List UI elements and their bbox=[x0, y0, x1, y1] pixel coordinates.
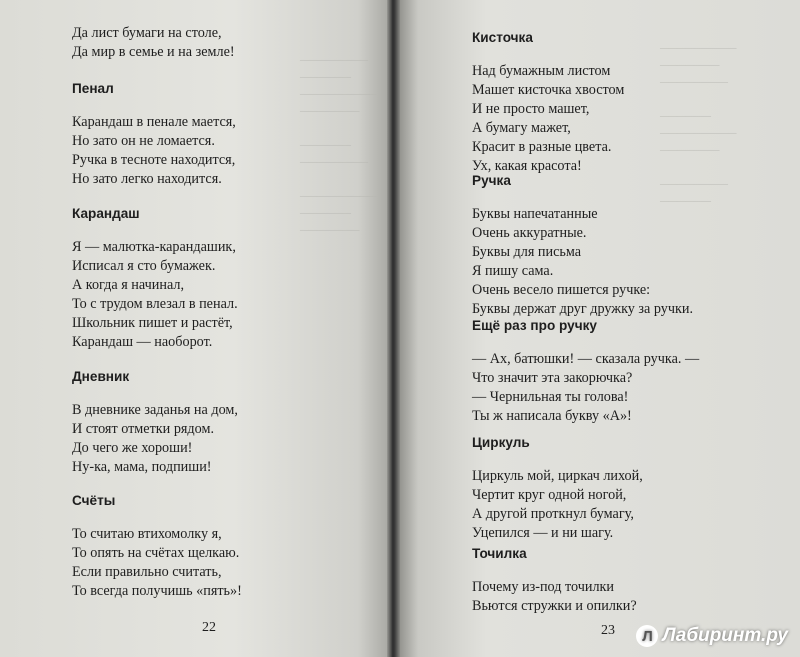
poem-line: Очень аккуратные. bbox=[472, 225, 587, 241]
poem-line: Буквы напечатанные bbox=[472, 206, 598, 222]
poem-title: Пенал bbox=[72, 81, 114, 96]
poem-line: Школьник пишет и растёт, bbox=[72, 315, 233, 331]
show-through-right: ───────── ─────── ──────── ────── ───────── ─────── ──────── ────── bbox=[660, 41, 737, 208]
poem-line: Буквы для письма bbox=[472, 244, 582, 260]
opening-stanza bbox=[72, 24, 235, 62]
poem-line: Я — малютка-карандашик, bbox=[72, 239, 236, 255]
poem-title: Ручка bbox=[472, 173, 511, 188]
poem-title: Ещё раз про ручку bbox=[472, 318, 597, 333]
labirint-logo-icon: Л bbox=[636, 625, 658, 647]
poem-kistochka bbox=[472, 28, 624, 176]
poem-line: И не просто машет, bbox=[472, 101, 590, 117]
poem-line: Если правильно считать, bbox=[72, 564, 222, 580]
poem-line: А бумагу мажет, bbox=[472, 120, 571, 136]
poem-line: — Ах, батюшки! — сказала ручка. — bbox=[472, 351, 700, 367]
book-gutter bbox=[387, 0, 400, 657]
poem-line: Но зато он не ломается. bbox=[72, 133, 215, 149]
poem-line: Ты ж написала букву «А»! bbox=[472, 408, 632, 424]
poem-line: Карандаш в пенале мается, bbox=[72, 114, 236, 130]
watermark-text: Лабиринт.ру bbox=[662, 625, 788, 646]
poem-title: Циркуль bbox=[472, 435, 530, 450]
poem-line: А когда я начинал, bbox=[72, 277, 184, 293]
poem-line: Буквы держат друг дружку за ручки. bbox=[472, 301, 694, 317]
poem-title: Кисточка bbox=[472, 30, 533, 45]
poem-line: Да лист бумаги на столе, bbox=[72, 25, 222, 41]
poem-line: И стоят отметки рядом. bbox=[72, 421, 214, 437]
page-number-right: 23 bbox=[601, 623, 615, 638]
poem-line: Над бумажным листом bbox=[472, 63, 611, 79]
poem-line: То считаю втихомолку я, bbox=[72, 526, 222, 542]
poem-line: Да мир в семье и на земле! bbox=[72, 44, 235, 60]
watermark-logo bbox=[636, 625, 788, 647]
poem-line: Ух, какая красота! bbox=[472, 158, 582, 174]
poem-line: То опять на счётах щелкаю. bbox=[72, 545, 240, 561]
poem-line: Что значит эта закорючка? bbox=[472, 370, 633, 386]
poem-schyoty bbox=[72, 491, 242, 601]
poem-ruchka bbox=[472, 171, 693, 319]
poem-title: Карандаш bbox=[72, 206, 140, 221]
poem-title: Счёты bbox=[72, 493, 116, 508]
poem-line: Машет кисточка хвостом bbox=[472, 82, 625, 98]
poem-line: До чего же хороши! bbox=[72, 440, 193, 456]
poem-line: В дневнике заданья на дом, bbox=[72, 402, 238, 418]
poem-line: Вьются стружки и опилки? bbox=[472, 598, 637, 614]
poem-line: То всегда получишь «пять»! bbox=[72, 583, 242, 599]
poem-line: Ну-ка, мама, подпиши! bbox=[72, 459, 212, 475]
poem-title: Точилка bbox=[472, 546, 527, 561]
poem-line: Карандаш — наоборот. bbox=[72, 334, 213, 350]
poem-line: Красит в разные цвета. bbox=[472, 139, 612, 155]
poem-title: Дневник bbox=[72, 369, 130, 384]
poem-line: Почему из-под точилки bbox=[472, 579, 615, 595]
poem-line: Исписал я сто бумажек. bbox=[72, 258, 216, 274]
poem-line: Но зато легко находится. bbox=[72, 171, 222, 187]
poem-line: Ручка в тесноте находится, bbox=[72, 152, 236, 168]
poem-line: Очень весело пишется ручке: bbox=[472, 282, 651, 298]
show-through-left: ──────── ────── ───────── ─────── ────── ──────── ───────── ────── ─────── bbox=[300, 53, 377, 237]
poem-line: — Чернильная ты голова! bbox=[472, 389, 629, 405]
poem-tochilka bbox=[472, 544, 637, 616]
page-number-left: 22 bbox=[202, 620, 216, 635]
poem-dnevnik bbox=[72, 367, 238, 477]
poem-line: Уцепился — и ни шагу. bbox=[472, 525, 614, 541]
poem-tsirkul bbox=[472, 433, 643, 543]
poem-line: А другой проткнул бумагу, bbox=[472, 506, 634, 522]
poem-line: Я пишу сама. bbox=[472, 263, 554, 279]
poem-penal bbox=[72, 79, 236, 189]
poem-eshchyo-raz-pro-ruchku bbox=[472, 316, 699, 426]
poem-line: Чертит круг одной ногой, bbox=[472, 487, 627, 503]
poem-karandash bbox=[72, 204, 238, 352]
poem-line: Циркуль мой, циркач лихой, bbox=[472, 468, 643, 484]
poem-line: То с трудом влезал в пенал. bbox=[72, 296, 238, 312]
